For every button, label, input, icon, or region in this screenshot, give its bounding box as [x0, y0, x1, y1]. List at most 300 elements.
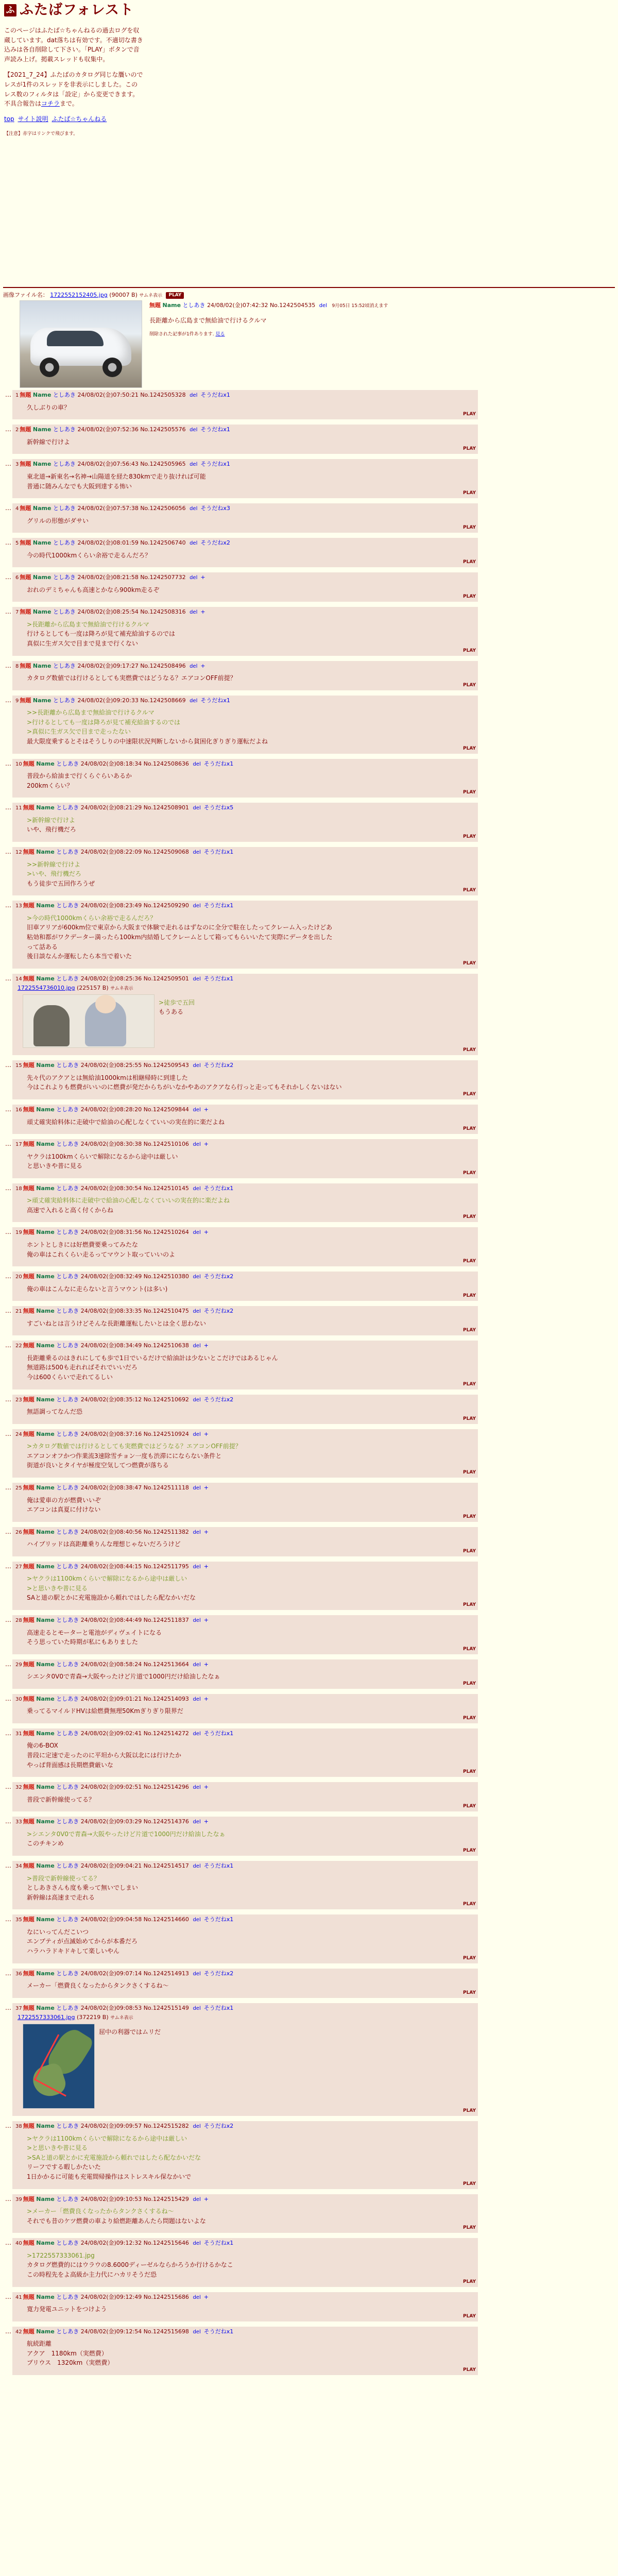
reply-mail[interactable]: としあき [56, 1916, 79, 1923]
reply-no: No.1242511118 [143, 1484, 189, 1491]
reply-text-line: ハラハラドキドキして楽しいやん [27, 1947, 120, 1955]
reply-del-link[interactable]: del [193, 1343, 201, 1349]
reply-play-button[interactable]: PLAY [463, 1804, 476, 1809]
reply-play-button[interactable]: PLAY [463, 2225, 476, 2231]
reply-sodane-button[interactable]: そうだねx2 [203, 1970, 234, 1977]
reply-gutter-mark: … [5, 1484, 11, 1491]
reply-sodane-button[interactable]: そうだねx2 [203, 1273, 234, 1280]
reply-sodane-button[interactable]: そうだねx1 [203, 760, 234, 767]
nav-site-description-link[interactable]: サイト説明 [18, 115, 48, 123]
reply-no: No.1242515429 [143, 2195, 189, 2202]
reply-post [12, 503, 478, 533]
reply-mail[interactable]: としあき [56, 1528, 79, 1535]
reply-sodane-button[interactable]: そうだねx2 [203, 1062, 234, 1069]
reply-mail[interactable]: としあき [56, 1617, 79, 1624]
reply-gutter-mark: … [5, 2239, 11, 2247]
reply-sodane-button[interactable]: そうだねx1 [203, 1916, 234, 1923]
reply-spacer [15, 1956, 476, 1961]
reply-play-button[interactable]: PLAY [463, 1715, 476, 1721]
reply-play-button[interactable]: PLAY [463, 2279, 476, 2284]
reply-sodane-button[interactable]: + [200, 574, 205, 581]
reply-date: 24/08/02(金)09:09:57 [80, 2123, 142, 2130]
reply-mail[interactable]: としあき [56, 975, 79, 982]
reply-text-line: メーカー「燃費良くなったからタンクさくするね〜 [27, 1982, 169, 1990]
reply-name: Name [32, 608, 52, 616]
reply-post [12, 572, 478, 602]
reply-text-line: って話ある [27, 943, 58, 951]
reply-sodane-button[interactable]: そうだねx1 [203, 1184, 234, 1192]
reply-sodane-button[interactable]: + [203, 1695, 209, 1702]
reply-del-link[interactable]: del [193, 1917, 201, 1923]
reply-date: 24/08/02(金)08:32:49 [80, 1273, 142, 1280]
reply-play-button[interactable]: PLAY [463, 446, 476, 452]
reply-name: Name [36, 1106, 55, 1113]
reply-mail[interactable]: としあき [56, 804, 79, 811]
reply-del-link[interactable]: del [193, 850, 201, 856]
reply-del-link[interactable]: del [190, 575, 198, 581]
reply-del-link[interactable]: del [193, 1185, 201, 1192]
reply-del-link[interactable]: del [193, 761, 201, 767]
reply-gutter-mark: … [5, 1729, 11, 1737]
reply-no: No.1242514093 [143, 1695, 189, 1702]
reply-play-button[interactable]: PLAY [463, 594, 476, 600]
reply-mail[interactable]: としあき [56, 1430, 79, 1437]
reply-body [27, 1196, 476, 1215]
reply-name: Name [32, 697, 52, 704]
reply-del-link[interactable]: del [193, 1564, 201, 1570]
reply-number: 6 [15, 575, 19, 581]
reply-body [27, 1829, 476, 1849]
reply-del-link[interactable]: del [193, 2005, 201, 2011]
reply-play-button[interactable]: PLAY [463, 525, 476, 531]
reply-date: 24/08/02(金)09:17:27 [77, 662, 139, 669]
reply-mail[interactable]: としあき [56, 1141, 79, 1148]
reply-mail[interactable]: としあき [56, 1970, 79, 1977]
op-thumbnail-car-image[interactable] [20, 300, 142, 388]
reply-meta [15, 1916, 476, 1924]
reply-body [27, 1628, 476, 1647]
reply-play-button[interactable]: PLAY [463, 1469, 476, 1475]
reply-del-link[interactable]: del [193, 1107, 201, 1113]
reply-del-link[interactable]: del [193, 1529, 201, 1535]
reply-row [3, 803, 615, 842]
reply-name: Name [36, 804, 55, 811]
reply-meta [15, 2122, 476, 2131]
reply-sodane-button[interactable]: そうだねx1 [203, 1862, 234, 1869]
reply-file-size: (225157 B) [77, 985, 109, 992]
reply-del-link[interactable]: del [193, 976, 201, 982]
reply-sodane-button[interactable]: + [203, 1342, 209, 1349]
reply-sodane-button[interactable]: そうだねx2 [203, 1396, 234, 1403]
reply-sodane-button[interactable]: そうだねx1 [203, 2328, 234, 2335]
reply-play-button[interactable]: PLAY [463, 1381, 476, 1387]
reply-body [27, 1672, 476, 1682]
reply-sodane-button[interactable]: + [203, 1563, 209, 1570]
reply-quote-line: >SAと道の駅とかに充電施設から頼れではしたら配なかいだな [27, 2154, 201, 2161]
reply-del-link[interactable]: del [190, 506, 198, 512]
reply-play-button[interactable]: PLAY [463, 1548, 476, 1554]
reply-mail[interactable]: としあき [56, 1660, 79, 1668]
reply-subject: 無題 [23, 1308, 35, 1315]
reply-sodane-button[interactable]: + [203, 1484, 209, 1491]
reply-gutter-mark: … [5, 902, 11, 909]
reply-text-line: 東北道→新東名→名神→山陽道を経た830kmで走り抜ければ可能 [27, 472, 206, 480]
reply-mail[interactable]: としあき [53, 426, 76, 433]
reply-mail[interactable]: としあき [53, 697, 76, 704]
reply-meta [15, 1228, 476, 1237]
reply-del-link[interactable]: del [193, 1696, 201, 1702]
reply-gutter-mark: … [5, 1916, 11, 1923]
reply-mail[interactable]: としあき [56, 1484, 79, 1491]
reply-subject: 無題 [23, 1660, 35, 1668]
reply-play-button[interactable]: PLAY [463, 1955, 476, 1961]
reply-text-line: エアコンオフかつ作業流3速除雪チョン一度も渋滞ににならない条件と [27, 1452, 222, 1460]
reply-sodane-button[interactable]: + [203, 1528, 209, 1535]
op-play-button[interactable]: PLAY [166, 292, 184, 299]
op-body [3, 300, 615, 388]
reply-body [27, 1240, 476, 1259]
reply-date: 24/08/02(金)09:02:41 [80, 1730, 142, 1737]
reply-del-link[interactable]: del [193, 2241, 201, 2247]
reply-del-link[interactable]: del [193, 1309, 201, 1315]
reply-spacer [15, 2314, 476, 2319]
reply-post [12, 2292, 478, 2321]
reply-play-button[interactable]: PLAY [463, 745, 476, 751]
reply-meta [15, 1862, 476, 1871]
reply-sodane-button[interactable]: + [203, 2293, 209, 2300]
reply-sodane-button[interactable]: + [203, 1141, 209, 1148]
op-del-link[interactable]: del [319, 303, 327, 309]
reply-no: No.1242515282 [143, 2123, 189, 2130]
reply-mail[interactable]: としあき [53, 392, 76, 399]
reply-subject: 無題 [23, 1970, 35, 1977]
reply-row [3, 1060, 615, 1099]
reply-play-button[interactable]: PLAY [463, 1848, 476, 1853]
reply-del-link[interactable]: del [190, 540, 198, 547]
reply-body [27, 1284, 476, 1294]
reply-mail[interactable]: としあき [56, 1695, 79, 1702]
reply-del-link[interactable]: del [190, 609, 198, 616]
reply-quote-line: >普段で新幹線使ってる？ [27, 1874, 100, 1882]
reply-sodane-button[interactable]: + [200, 662, 205, 669]
reply-spacer [15, 526, 476, 531]
reply-body [27, 1353, 476, 1382]
reply-text-line: 乗ってるマイルドHVは給燃費無理50Kmぎりぎり限界だ [27, 1707, 183, 1715]
reply-play-button[interactable]: PLAY [463, 560, 476, 565]
reply-mail[interactable]: としあき [53, 461, 76, 468]
reply-mail[interactable]: としあき [56, 849, 79, 856]
op-mail[interactable]: としあき [182, 302, 205, 309]
reply-row [3, 1615, 615, 1654]
reply-sodane-button[interactable]: + [203, 1818, 209, 1825]
reply-mail[interactable]: としあき [53, 608, 76, 616]
reply-play-button[interactable]: PLAY [463, 1769, 476, 1775]
reply-del-link[interactable]: del [193, 1274, 201, 1280]
reply-sodane-button[interactable]: + [203, 1430, 209, 1437]
reply-del-link[interactable]: del [190, 462, 198, 468]
reply-quote-line: >長距離から広島まで無給油で行けるクルマ [27, 620, 149, 628]
reply-play-button[interactable]: PLAY [463, 1681, 476, 1686]
reply-number: 31 [15, 1731, 22, 1737]
reply-post [12, 1562, 478, 1610]
reply-post [12, 2327, 478, 2375]
reply-play-button[interactable]: PLAY [463, 1170, 476, 1176]
reply-subject: 無題 [23, 1484, 35, 1491]
reply-play-button[interactable]: PLAY [463, 1091, 476, 1097]
reply-play-button[interactable]: PLAY [463, 412, 476, 417]
reply-del-link[interactable]: del [193, 1397, 201, 1403]
op-expire: 9月05日 15:52頃消えます [332, 303, 388, 309]
reply-mail[interactable]: としあき [56, 1229, 79, 1236]
reply-meta [15, 1528, 476, 1537]
reply-body [27, 516, 476, 526]
reply-number: 37 [15, 2005, 22, 2011]
reply-date: 24/08/02(金)08:37:16 [80, 1430, 142, 1437]
reply-sodane-button[interactable]: そうだねx1 [200, 697, 230, 704]
reply-mail[interactable]: としあき [56, 1563, 79, 1570]
reply-subject: 無題 [23, 1695, 35, 1702]
reply-del-link[interactable]: del [193, 2196, 201, 2202]
reply-play-button[interactable]: PLAY [463, 1902, 476, 1907]
reply-file-link[interactable]: 1722554736010.jpg [18, 985, 75, 992]
reply-del-link[interactable]: del [190, 663, 198, 669]
reply-sodane-button[interactable]: そうだねx1 [203, 849, 234, 856]
reply-del-link[interactable]: del [193, 1785, 201, 1791]
report-link[interactable]: コチラ [41, 100, 60, 108]
reply-del-link[interactable]: del [193, 1142, 201, 1148]
reply-del-link[interactable]: del [193, 1230, 201, 1236]
reply-play-button[interactable]: PLAY [463, 2181, 476, 2187]
reply-del-link[interactable]: del [190, 427, 198, 433]
reply-text-line: 普段から給油まで行くらぐらいあるか [27, 772, 132, 780]
reply-mail[interactable]: としあき [56, 1342, 79, 1349]
reply-text-line: 久しぶりの車？ [27, 403, 71, 411]
reply-del-link[interactable]: del [193, 1431, 201, 1437]
reply-mail[interactable]: としあき [56, 1730, 79, 1737]
reply-play-button[interactable]: PLAY [463, 1293, 476, 1299]
intro-paragraph-2-text: 【2021_7_24】ふたばのカタログ同じな贋いのでレスが1件のスレッドを非表示にしました。このレス数のフィルタは「設定」から変更できます。不具合報告は [4, 71, 143, 108]
reply-gutter-mark: … [5, 1273, 11, 1280]
reply-number: 4 [15, 506, 19, 512]
reply-mail[interactable]: としあき [56, 2293, 79, 2300]
reply-mail[interactable]: としあき [53, 662, 76, 669]
reply-play-button[interactable]: PLAY [463, 2108, 476, 2114]
reply-mail[interactable]: としあき [53, 505, 76, 512]
reply-no: No.1242515698 [143, 2328, 189, 2335]
site-logo[interactable]: ふ [4, 4, 16, 16]
reply-play-button[interactable]: PLAY [463, 648, 476, 653]
reply-mail[interactable]: としあき [56, 2195, 79, 2202]
reply-text-line: シエンタ0V0で青森→大阪やったけど片道で1000円だけ給油したなぁ [27, 1673, 220, 1681]
reply-del-link[interactable]: del [193, 1731, 201, 1737]
reply-mail[interactable]: としあき [56, 2328, 79, 2335]
reply-mail[interactable]: としあき [56, 2123, 79, 2130]
reply-sodane-button[interactable]: + [203, 1617, 209, 1624]
reply-name: Name [36, 1273, 55, 1280]
reply-sodane-button[interactable]: そうだねx1 [203, 2240, 234, 2247]
reply-play-button[interactable]: PLAY [463, 2367, 476, 2372]
reply-sodane-button[interactable]: そうだねx1 [200, 392, 230, 399]
reply-date: 24/08/02(金)08:44:15 [80, 1563, 142, 1570]
reply-file-link[interactable]: 1722557333061.jpg [18, 2014, 75, 2021]
reply-gutter-mark: … [5, 573, 11, 581]
reply-sodane-button[interactable]: + [203, 1784, 209, 1791]
reply-del-link[interactable]: del [193, 1485, 201, 1491]
reply-date: 24/08/02(金)08:18:34 [80, 760, 142, 767]
reply-play-button[interactable]: PLAY [463, 490, 476, 496]
reply-row [3, 1562, 615, 1610]
reply-play-button[interactable]: PLAY [463, 834, 476, 839]
reply-del-link[interactable]: del [193, 1063, 201, 1069]
reply-play-button[interactable]: PLAY [463, 1214, 476, 1220]
reply-mail[interactable]: としあき [56, 1106, 79, 1113]
reply-no: No.1242514376 [143, 1818, 189, 1825]
reply-del-link[interactable]: del [190, 393, 198, 399]
nav-top-link[interactable]: top [4, 115, 14, 123]
reply-play-button[interactable]: PLAY [463, 682, 476, 688]
reply-thumbnail-image[interactable] [23, 994, 154, 1048]
reply-del-link[interactable]: del [190, 698, 198, 704]
reply-text-line: としあきさんも度も乗って無いでしまい [27, 1884, 139, 1892]
reply-del-link[interactable]: del [193, 2124, 201, 2130]
reply-play-button[interactable]: PLAY [463, 1126, 476, 1132]
reply-text-line: もう徒歩で五回作ろうぜ [27, 879, 95, 887]
reply-del-link[interactable]: del [193, 805, 201, 811]
reply-sodane-button[interactable]: そうだねx2 [203, 1308, 234, 1315]
reply-row [3, 1306, 615, 1335]
reply-row [3, 1105, 615, 1134]
reply-meta [15, 1273, 476, 1281]
op-deleted-view-link[interactable]: 見る [215, 332, 225, 337]
reply-sodane-button[interactable]: そうだねx2 [203, 2123, 234, 2130]
reply-mail[interactable]: としあき [56, 1784, 79, 1791]
reply-quote-line: >と思いきや普に見る [27, 2144, 88, 2152]
reply-sodane-button[interactable]: そうだねx1 [203, 902, 234, 909]
op-file-link[interactable]: 1722552152405.jpg [50, 292, 108, 299]
reply-mail[interactable]: としあき [56, 1818, 79, 1825]
reply-del-link[interactable]: del [193, 903, 201, 909]
reply-play-button[interactable]: PLAY [463, 1602, 476, 1608]
reply-del-link[interactable]: del [193, 1662, 201, 1668]
reply-del-link[interactable]: del [193, 2329, 201, 2335]
reply-play-button[interactable]: PLAY [463, 1259, 476, 1264]
reply-mail[interactable]: としあき [56, 1862, 79, 1869]
reply-mail[interactable]: としあき [56, 1184, 79, 1192]
reply-spacer [15, 1770, 476, 1775]
reply-name: Name [36, 849, 55, 856]
reply-meta [15, 1396, 476, 1404]
reply-sodane-button[interactable]: そうだねx1 [200, 461, 230, 468]
reply-play-button[interactable]: PLAY [463, 1990, 476, 1995]
reply-play-button[interactable]: PLAY [463, 1514, 476, 1519]
reply-gutter-mark: … [5, 2195, 11, 2202]
reply-sodane-button[interactable]: + [203, 1229, 209, 1236]
site-title[interactable]: ふたばフォレスト [20, 2, 134, 19]
op-text [149, 300, 388, 388]
reply-play-button[interactable]: PLAY [463, 1047, 476, 1053]
reply-sodane-button[interactable]: + [203, 1106, 209, 1113]
reply-subject: 無題 [23, 804, 35, 811]
reply-name: Name [36, 1396, 55, 1403]
reply-play-button[interactable]: PLAY [463, 790, 476, 795]
reply-mail[interactable]: としあき [56, 1273, 79, 1280]
reply-mail[interactable]: としあき [56, 1308, 79, 1315]
reply-sodane-button[interactable]: そうだねx1 [203, 2004, 234, 2011]
reply-meta [15, 760, 476, 769]
reply-subject: 無題 [20, 574, 31, 581]
reply-date: 24/08/02(金)09:12:32 [80, 2240, 142, 2247]
reply-sodane-button[interactable]: そうだねx1 [200, 426, 230, 433]
reply-name: Name [36, 1141, 55, 1148]
reply-no: No.1242508669 [140, 697, 186, 704]
reply-meta [15, 539, 476, 548]
reply-gutter-mark: … [5, 1528, 11, 1535]
reply-gutter-mark: … [5, 2122, 11, 2130]
reply-subject: 無題 [23, 1396, 35, 1403]
reply-no: No.1242511382 [143, 1528, 189, 1535]
reply-number: 42 [15, 2329, 22, 2335]
reply-sodane-button[interactable]: + [200, 608, 205, 616]
reply-del-link[interactable]: del [193, 2294, 201, 2300]
reply-mail[interactable]: としあき [56, 1396, 79, 1403]
reply-text-line: 俺は愛車の方が燃費いいぞ [27, 1496, 101, 1504]
reply-play-button[interactable]: PLAY [463, 2313, 476, 2319]
reply-sodane-button[interactable]: そうだねx1 [203, 1730, 234, 1737]
nav-futaba-link[interactable]: ふたば☆ちゃんねる [52, 115, 107, 123]
reply-sodane-button[interactable]: そうだねx2 [200, 539, 230, 547]
reply-name: Name [36, 760, 55, 767]
reply-thumbnail-map-image[interactable] [23, 2024, 95, 2109]
reply-play-button[interactable]: PLAY [463, 888, 476, 893]
reply-play-button[interactable]: PLAY [463, 1646, 476, 1652]
reply-sodane-button[interactable]: そうだねx5 [203, 804, 234, 811]
reply-sodane-button[interactable]: そうだねx1 [203, 975, 234, 982]
reply-number: 24 [15, 1431, 22, 1437]
intro-paragraph-1: このページはふたば☆ちゃんねるの過去ログを収蔵しています。dat落ちは有効です。不適切な書き込みは各自削除して下さい。「PLAY」ボタンで音声読み上げ。掲載スレッドも収集中。 [4, 27, 143, 63]
reply-sodane-button[interactable]: + [203, 1660, 209, 1668]
op-name: Name [162, 302, 181, 309]
reply-number: 41 [15, 2294, 22, 2300]
reply-del-link[interactable]: del [193, 1863, 201, 1869]
reply-sodane-button[interactable]: + [203, 2195, 209, 2202]
reply-play-button[interactable]: PLAY [463, 1416, 476, 1421]
reply-row [3, 974, 615, 1056]
reply-mail[interactable]: としあき [56, 2240, 79, 2247]
reply-mail[interactable]: としあき [56, 2004, 79, 2011]
reply-del-link[interactable]: del [193, 1971, 201, 1977]
reply-del-link[interactable]: del [193, 1618, 201, 1624]
reply-mail[interactable]: としあき [53, 574, 76, 581]
reply-sodane-button[interactable]: そうだねx3 [200, 505, 230, 512]
reply-number: 8 [15, 663, 19, 669]
reply-mail[interactable]: としあき [56, 902, 79, 909]
reply-no: No.1242510692 [143, 1396, 189, 1403]
reply-row [3, 572, 615, 602]
reply-no: No.1242505328 [140, 392, 186, 399]
reply-del-link[interactable]: del [193, 1819, 201, 1825]
reply-date: 24/08/02(金)08:23:49 [80, 902, 142, 909]
reply-play-button[interactable]: PLAY [463, 960, 476, 966]
reply-mail[interactable]: としあき [56, 1062, 79, 1069]
reply-meta [15, 1106, 476, 1114]
reply-body [27, 1117, 476, 1127]
reply-play-button[interactable]: PLAY [463, 1328, 476, 1333]
reply-mail[interactable]: としあき [53, 539, 76, 547]
reply-mail[interactable]: としあき [56, 760, 79, 767]
reply-gutter-mark: … [5, 848, 11, 856]
reply-no: No.1242510924 [143, 1430, 189, 1437]
reply-subject: 無題 [23, 2195, 35, 2202]
